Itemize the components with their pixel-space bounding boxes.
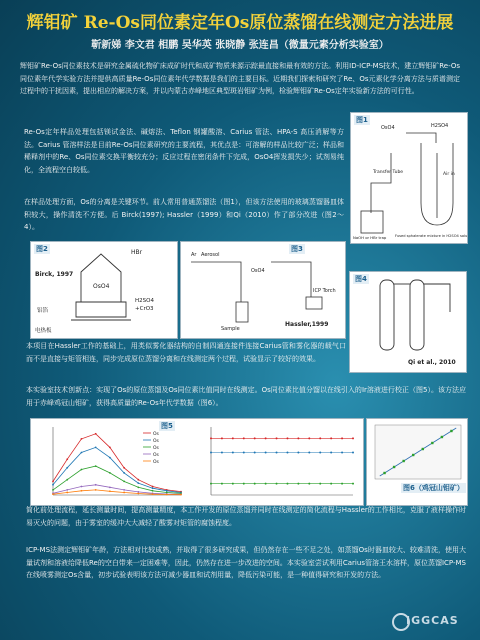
outlet-line bbox=[424, 284, 450, 312]
birck-setup-diagram bbox=[31, 242, 177, 338]
chart5b-point bbox=[265, 452, 267, 454]
fig1-text-air: Air in bbox=[443, 172, 455, 177]
chart5b-point bbox=[319, 437, 321, 439]
footer-logo: IGGCAS bbox=[406, 614, 459, 627]
chart5a-point bbox=[152, 490, 154, 492]
figure-6 bbox=[366, 418, 468, 506]
chart6-point bbox=[431, 442, 433, 444]
chart5b-point bbox=[254, 483, 256, 485]
chart6-point bbox=[383, 472, 385, 474]
chart5a-point bbox=[152, 487, 154, 489]
chart5a-legend-label: Os bbox=[153, 460, 159, 465]
chart5b-point bbox=[265, 483, 267, 485]
chart5a-point bbox=[81, 486, 83, 488]
chart5a-point bbox=[109, 486, 111, 488]
chart5b-point bbox=[352, 437, 354, 439]
figure-5-label: 图5 bbox=[161, 422, 173, 430]
chart5a-point bbox=[52, 481, 54, 483]
chart5b-point bbox=[265, 437, 267, 439]
chart5b-point bbox=[341, 437, 343, 439]
condenser-line bbox=[406, 133, 436, 143]
sample-vessel bbox=[236, 302, 248, 322]
fig2-text-hotplate: 电热板 bbox=[35, 328, 52, 334]
paragraph-outlook: ICP-MS法测定辉钼矿年龄，方法相对比较成熟，并取得了很多研究成果，但仍然存在一些不足之处，如蒸馏Os时器皿较大、较难清洗，使用大量试剂和溶液给降低Re的空白带来一定困难等，因此，仍然存在进一步改进的空间。本实验室尝试利用Carius管溶王水溶样，原位蒸馏ICP-MS在线喷雾测定Os含量，初步试验表明该方法可减少器皿和试剂用量，降低污染可能，是一种值得研究和开发的方法。 bbox=[26, 546, 466, 579]
chart5a-point bbox=[66, 479, 68, 481]
figure-3 bbox=[180, 241, 346, 339]
paragraph-os-separation: 在样品处理方面，Os的分离是关键环节。前人常用普通蒸馏法（图1），但该方法使用的玻璃蒸馏器皿体积较大，操作清洗不方便。后 Birck(1997); Hassler（1999）和Qi（2010）作了部分改进（图2～4）。 bbox=[24, 198, 344, 231]
argon-line bbox=[191, 262, 241, 302]
fig2-text-cro3: +CrO3 bbox=[135, 306, 154, 312]
chart5b-point bbox=[319, 452, 321, 454]
paragraph-method: 本项目在Hassler工作的基础上，用类似雾化器结构的自制四通连接件连接Carius管和雾化器的载气口而不是直接与矩管相连，同步完成原位蒸馏分离和在线测定两个过程，试验显示了较好的效果。 bbox=[26, 342, 346, 363]
tube-middle bbox=[410, 280, 424, 350]
chart5a-point bbox=[123, 481, 125, 483]
chart5b-point bbox=[297, 452, 299, 454]
chart5b-point bbox=[308, 452, 310, 454]
chart6-point bbox=[450, 430, 452, 432]
chart6-point bbox=[441, 436, 443, 438]
figure-3-label: 图3 bbox=[291, 245, 303, 253]
hotplate-base bbox=[76, 302, 126, 317]
chart5a-point bbox=[180, 494, 182, 496]
qi-setup-diagram bbox=[350, 272, 466, 372]
chart5b-point bbox=[276, 483, 278, 485]
chart5b-point bbox=[254, 437, 256, 439]
chart5b-point bbox=[308, 437, 310, 439]
fig3-text-sample: Sample bbox=[221, 326, 240, 332]
fig1-text-trap: NaOH or HBr trap bbox=[353, 235, 387, 240]
chart5a-point bbox=[123, 467, 125, 469]
chart5b-point bbox=[330, 483, 332, 485]
chart5b-point bbox=[352, 452, 354, 454]
chart5a-point bbox=[95, 447, 97, 449]
chart5a-point bbox=[52, 484, 54, 486]
chart5a-series-line-1 bbox=[53, 447, 181, 492]
chart6-point bbox=[412, 454, 414, 456]
fig4-text-qi: Qi et al., 2010 bbox=[408, 359, 456, 366]
paragraph-innovation: 本实验室技术创新点：实现了Os的原位蒸馏及Os同位素比值同时在线测定。Os同位素比值分馏以在线引入的Ir溶液进行校正（图5）。该方法应用于赤峰鸡冠山钼矿，获得高质量的Re-Os年代学数据（图6）。 bbox=[26, 386, 466, 407]
chart5b-point bbox=[319, 483, 321, 485]
paragraph-intro: 辉钼矿Re-Os同位素技术是研究金属硫化物矿床成矿时代和成矿物质来源示踪最直接和最有效的方法。利用ID-ICP-MS技术，建立辉钼矿Re-Os同位素年代学实验方法并提供高质量Re-Os同位素年代学数据是我们的主要目标。近期我们探索和研究了Re、Os元素化学分离方法与质谱测定过程中的干扰因素，提出相应的解决方案，并以内蒙古赤峰地区典型斑岩钼矿为例，检验辉钼矿Re-Os定年实验新方法的可行性。 bbox=[20, 62, 460, 95]
chart5a-point bbox=[137, 486, 139, 488]
transfer-tube-line bbox=[371, 153, 391, 213]
paragraph-advantages: 简化前处理流程，延长测量时间，提高测量精度，本工作开发的原位蒸馏并同时在线测定的简化流程与Hassler的工作相比，克服了液样操作时易灭火的问题，由于雾室的缓冲大大减轻了酸雾对矩管的腐蚀程度。 bbox=[26, 506, 466, 527]
chart5a-point bbox=[95, 433, 97, 435]
chart5b-point bbox=[243, 437, 245, 439]
chart5a-point bbox=[66, 458, 68, 460]
chart5b-point bbox=[210, 437, 212, 439]
chart5a-point bbox=[109, 472, 111, 474]
fig2-text-h2so4: H2SO4 bbox=[135, 298, 154, 304]
chart6-point bbox=[393, 466, 395, 468]
chart5b-point bbox=[341, 483, 343, 485]
figure-1 bbox=[350, 112, 468, 244]
chart5b-point bbox=[221, 437, 223, 439]
chart5a-point bbox=[109, 457, 111, 459]
fig2-text-foil: 铝箔 bbox=[37, 308, 49, 314]
fig1-text-oso4: OsO4 bbox=[381, 125, 395, 131]
chart5b-point bbox=[243, 483, 245, 485]
chart5a-point bbox=[95, 489, 97, 491]
fig3-text-torch: ICP Torch bbox=[313, 288, 336, 294]
chart5a-point bbox=[166, 494, 168, 496]
chart5a-legend-label: Os bbox=[153, 453, 159, 458]
fig3-text-aerosol: Aerosol bbox=[201, 252, 220, 258]
chart5a-point bbox=[166, 490, 168, 492]
chart5b-point bbox=[276, 452, 278, 454]
chart5a-point bbox=[81, 490, 83, 492]
figure-1-label: 图1 bbox=[356, 116, 368, 124]
vessel-outline bbox=[81, 254, 121, 302]
chart5a-point bbox=[137, 482, 139, 484]
chart5a-point bbox=[95, 484, 97, 486]
fig3-text-ar: Ar bbox=[191, 252, 197, 258]
paragraph-sample-prep: Re-Os定年样品处理包括镁试金法、碱熔法、Teflon 钢罐酸溶、Carius 管法、HPA-S 高压消解等方法。Carius 管溶样法是目前Re-Os同位素研究的主要流程，其优点是：可溶解的样品比较广泛；样品和稀释剂中的Re、Os同位素交换平衡较充分；反应过程在密闭条件下完成，OsO4挥发损失少；试剂易纯化，全流程空白较低。 bbox=[24, 128, 344, 174]
chart5a-point bbox=[52, 489, 54, 491]
figure-5 bbox=[30, 418, 364, 506]
chart5b-point bbox=[232, 437, 234, 439]
chart5a-point bbox=[109, 490, 111, 492]
chart5b-point bbox=[221, 452, 223, 454]
chart5a-point bbox=[66, 492, 68, 494]
chart5a-point bbox=[66, 489, 68, 491]
tube-left bbox=[380, 280, 394, 350]
figure-2 bbox=[30, 241, 178, 339]
chart5b-point bbox=[254, 452, 256, 454]
fig1-text-transfer: Transfer Tube bbox=[373, 170, 404, 175]
fig2-text-hbr: HBr bbox=[131, 249, 143, 256]
chart5b-point bbox=[308, 483, 310, 485]
chart6-point bbox=[422, 448, 424, 450]
chart5b-point bbox=[297, 437, 299, 439]
chart5b-point bbox=[210, 452, 212, 454]
chart5a-point bbox=[137, 479, 139, 481]
chart5b-point bbox=[210, 483, 212, 485]
os-signal-line-chart bbox=[31, 419, 191, 505]
authors-line: 靳新娣 李文君 相鹏 吴华英 张晓静 张连昌（微量元素分析实验室） bbox=[91, 40, 389, 51]
poster-title: 辉钼矿 Re-Os同位素定年Os原位蒸馏在线测定方法进展 bbox=[26, 13, 454, 33]
chart5b-point bbox=[286, 452, 288, 454]
chart5a-point bbox=[123, 489, 125, 491]
figure-4-label: 图4 bbox=[355, 275, 367, 283]
chart5a-point bbox=[81, 438, 83, 440]
chart5b-point bbox=[221, 483, 223, 485]
chart5a-point bbox=[152, 486, 154, 488]
fig3-text-hassler: Hassler,1999 bbox=[285, 321, 329, 328]
chart5a-point bbox=[152, 493, 154, 495]
chart5a-point bbox=[123, 492, 125, 494]
fig1-text-mixture: Fused sphalerate mixture in H2SO4 solution bbox=[395, 234, 467, 238]
chart5b-point bbox=[341, 452, 343, 454]
chart6-point bbox=[402, 460, 404, 462]
chart5a-legend-label: Os bbox=[153, 446, 159, 451]
distillation-apparatus-diagram bbox=[351, 113, 467, 243]
chart5b-point bbox=[330, 437, 332, 439]
chart5a-point bbox=[109, 447, 111, 449]
chart5a-legend-label: Os bbox=[153, 439, 159, 444]
hassler-setup-diagram bbox=[181, 242, 345, 338]
figure-6-label: 图6（鸡冠山钼矿） bbox=[403, 484, 464, 492]
fig2-text-oso4: OsO4 bbox=[93, 283, 110, 290]
chart5b-point bbox=[297, 483, 299, 485]
chart5b-point bbox=[232, 483, 234, 485]
chart5b-point bbox=[352, 483, 354, 485]
chart5a-point bbox=[123, 472, 125, 474]
figure-4 bbox=[349, 271, 467, 373]
chart5b-point bbox=[286, 437, 288, 439]
fig3-text-oso4: OsO4 bbox=[251, 268, 265, 274]
chart5a-point bbox=[81, 452, 83, 454]
icp-line bbox=[271, 262, 311, 297]
chart5a-legend-label: Os bbox=[153, 432, 159, 437]
chart5a-point bbox=[66, 467, 68, 469]
trap-vessel bbox=[361, 211, 383, 233]
icp-torch-box bbox=[306, 297, 322, 309]
chart5b-point bbox=[232, 452, 234, 454]
fig2-text-birck: Birck, 1997 bbox=[35, 271, 74, 278]
chart5a-point bbox=[137, 493, 139, 495]
chart5b-point bbox=[330, 452, 332, 454]
figure-2-label: 图2 bbox=[36, 245, 48, 253]
chart5a-point bbox=[81, 469, 83, 471]
chart5b-point bbox=[286, 483, 288, 485]
chart5a-series-line-2 bbox=[53, 466, 181, 493]
fig1-text-h2so4: H2SO4 bbox=[431, 123, 449, 129]
chart5a-point bbox=[52, 493, 54, 495]
chart5a-point bbox=[95, 465, 97, 467]
chart5b-point bbox=[276, 437, 278, 439]
os-ratio-scatter-chart bbox=[193, 419, 363, 505]
chart5b-point bbox=[243, 452, 245, 454]
